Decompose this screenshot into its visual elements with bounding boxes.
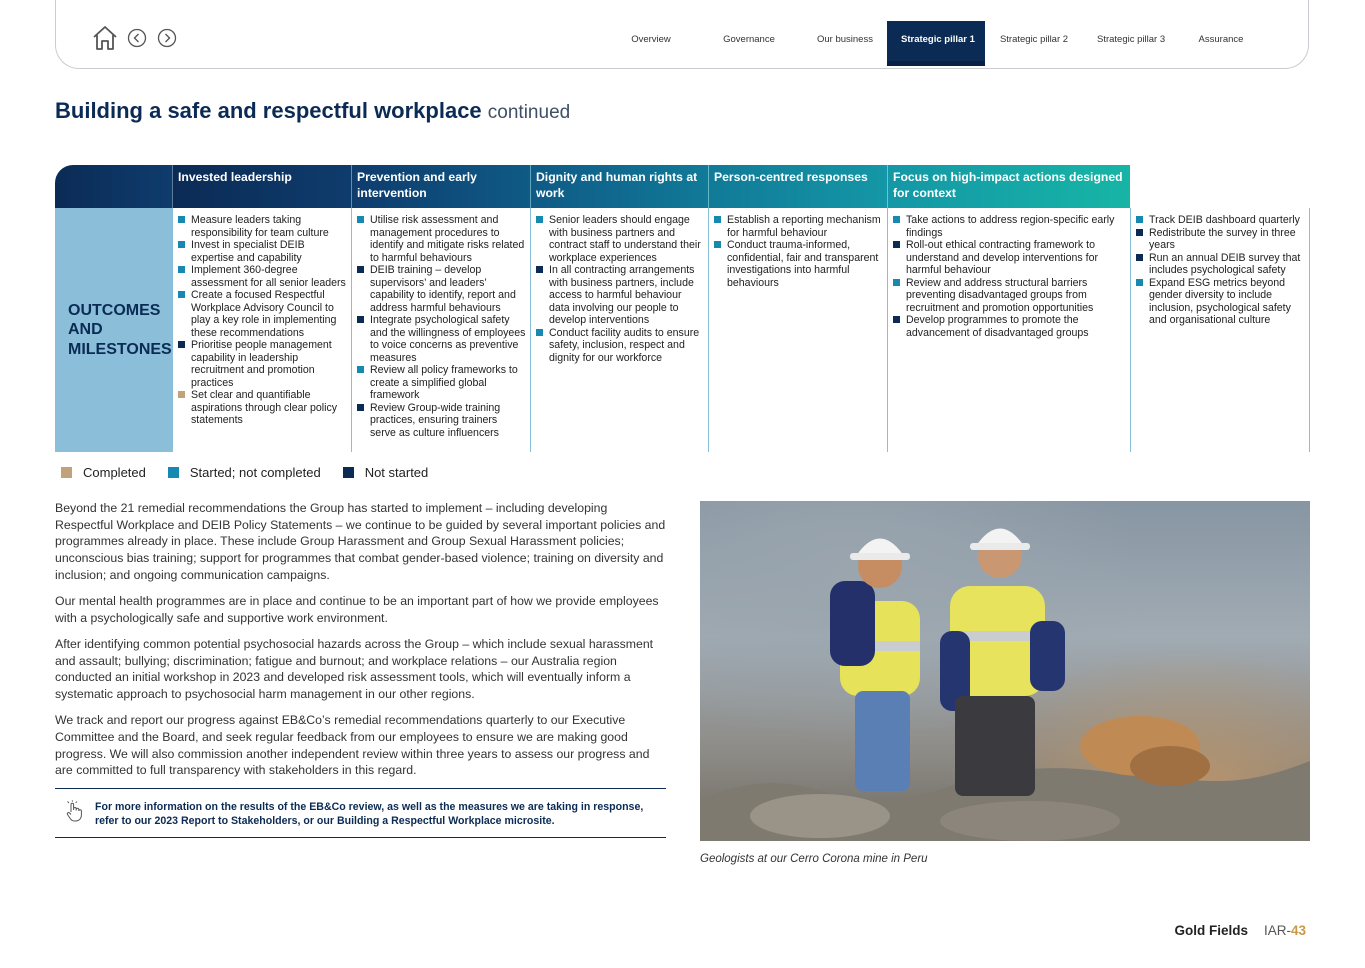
nav-tab-strategic-pillar-3[interactable]: Strategic pillar 3 [1097,34,1166,45]
milestone-text: Conduct trauma-informed, confidential, fair and transparent investigations into harmful behaviours [727,239,879,289]
status-square-icon [178,241,185,248]
milestone-item [178,214,347,239]
table-corner [55,165,172,208]
legend-completed [61,465,146,480]
home-icon[interactable] [91,24,119,52]
nav-icon-group [91,24,187,52]
milestone-item [1136,214,1305,227]
milestone-item [536,264,704,327]
milestone-text: Track DEIB dashboard quarterly [1149,214,1300,226]
status-square-icon [1136,229,1143,236]
milestone-list [357,214,526,439]
milestone-cell [887,208,1130,452]
milestone-text: Implement 360-degree assessment for all senior leaders [191,264,346,289]
legend-completed-label: Completed [83,465,146,480]
milestone-item [714,214,883,239]
status-square-icon [178,266,185,273]
nav-tab-strategic-pillar-1[interactable]: Strategic pillar 1 [887,21,985,66]
milestone-list [536,214,704,364]
milestone-item [1136,252,1305,277]
nav-tab-our-business[interactable]: Our business [817,34,873,45]
status-square-icon [1136,216,1143,223]
status-square-icon [357,366,364,373]
page-title-main: Building a safe and respectful workplace [55,98,482,123]
nav-tab-governance[interactable]: Governance [723,34,775,45]
milestone-text: Measure leaders taking responsibility for team culture [191,214,329,239]
legend-not-started-label: Not started [364,465,429,480]
milestone-item [357,214,526,264]
legend-not-started [343,465,429,480]
milestone-item [714,239,883,289]
milestone-list [1136,214,1305,327]
milestone-item [536,327,704,365]
paragraph: After identifying common potential psychosocial hazards across the Group – which include sexual harassment and assault; bullying; discrimination; fatigue and burnout; and workplace relations – our Australia region conducted an initial workshop in 2023 and developed risk assessment tools, which will eventually inform a systematic approach to psychosocial harm management in our other regions. [55,636,654,702]
column-header: Dignity and human rights at work [530,165,708,208]
milestone-cell [1130,208,1310,452]
geologists-photo [700,501,1310,841]
milestone-text: In all contracting arrangements with business partners, include access to harmful behaviour data involving our people to develop interventions [549,264,695,326]
status-legend [61,465,450,480]
paragraph: We track and report our progress against EB&Co’s remedial recommendations quarterly to our Executive Committee and the Board, and seek regular feedback from our employees to ensure we are making good progress. We will also commission another independent review within three years to assess our progress and are committed to full transparency with stakeholders in this regard. [55,713,650,778]
more-info-line-2: refer to our 2023 Report to Stakeholders, or our Building a Respectful Workplace microsite. [95,814,555,827]
milestone-text: Review all policy frameworks to create a simplified global framework [370,364,518,401]
milestone-item [178,339,347,389]
status-square-icon [536,266,543,273]
footer-brand: Gold Fields [1174,923,1248,938]
status-square-icon [536,329,543,336]
column-header: Focus on high-impact actions designed for context [887,165,1130,208]
status-square-icon [893,241,900,248]
milestone-item [893,239,1126,277]
milestone-text: Establish a reporting mechanism for harmful behaviour [727,214,881,239]
milestone-item [1136,227,1305,252]
status-square-icon [893,279,900,286]
status-square-icon [714,216,721,223]
page-footer [1174,923,1306,938]
nav-tab-overview[interactable]: Overview [631,34,671,45]
column-header: Person-centred responses [708,165,887,208]
column-header: Rigorous tracking and course correction [1130,165,1310,208]
paragraph: Our mental health programmes are in place and continue to be an important part of how we provide employees with a psychologically safe and supportive work environment. [55,594,659,625]
page-number: 43 [1290,923,1306,938]
milestone-item [178,239,347,264]
page-title [55,98,570,124]
more-info-box [55,788,666,838]
milestone-list [178,214,347,427]
status-square-icon [714,241,721,248]
status-square-icon [178,291,185,298]
milestone-text: Review Group-wide training practices, ensuring trainers serve as culture influencers [370,401,501,439]
photo-caption: Geologists at our Cerro Corona mine in Peru [700,853,928,865]
milestone-text: DEIB training – develop supervisors’ and leaders’ capability to identify, report and address harmful behaviours [370,264,516,314]
more-info-line-1: For more information on the results of the EB&Co review, as well as the measures we are taking in response, [95,801,644,813]
milestone-item [178,289,347,339]
back-arrow-icon[interactable] [127,28,147,48]
status-square-icon [178,216,185,223]
milestone-item [357,264,526,314]
outcomes-table [55,165,1310,452]
milestone-cell [530,208,708,452]
milestone-cell [172,208,351,452]
status-square-icon [178,341,185,348]
legend-started-label: Started; not completed [189,465,321,480]
status-square-icon [1136,254,1143,261]
milestone-text: Prioritise people management capability in leadership recruitment and promotion practices [191,339,332,389]
milestone-item [893,277,1126,315]
row-label-outcomes: OUTCOMES AND MILESTONES [55,208,172,452]
forward-arrow-icon[interactable] [157,28,177,48]
milestone-text: Set clear and quantifiable aspirations through clear policy statements [191,389,338,426]
legend-completed-swatch [61,467,72,478]
milestone-text: Integrate psychological safety and the willingness of employees to voice concerns as preventive measures [370,314,526,364]
status-square-icon [178,391,185,398]
milestone-item [893,214,1126,239]
column-header: Prevention and early intervention [351,165,530,208]
milestone-item [178,264,347,289]
nav-tab-assurance[interactable]: Assurance [1198,34,1244,45]
photo-scene [700,501,1310,841]
milestone-text: Conduct facility audits to ensure safety, inclusion, respect and dignity for our workforce [549,326,700,364]
page-title-suffix: continued [487,102,571,123]
milestone-text: Develop programmes to promote the advancement of disadvantaged groups [906,314,1089,339]
footer-doc: IAR- [1263,923,1291,938]
milestone-cell [708,208,887,452]
milestone-text: Utilise risk assessment and management procedures to identify and mitigate risks related to harmful behaviours [370,214,525,264]
milestone-text: Review and address structural barriers preventing disadvantaged groups from recruitment and promotion opportunities [906,276,1094,314]
milestone-item [357,364,526,402]
milestone-text: Redistribute the survey in three years [1149,226,1296,251]
legend-started [168,465,321,480]
paragraph: Beyond the 21 remedial recommendations the Group has started to implement – including developing Respectful Workplace and DEIB Policy Statements – we continue to be guided by several important policies and programmes already in place. These include Group Harassment and Group Sexual Harassment policies; unconscious bias training; support for programmes that combat gender-based violence; training on diversity and inclusion; and ongoing communication campaigns. [55,501,666,582]
milestone-item [893,314,1126,339]
pointing-hand-icon [65,800,83,822]
milestone-cell [351,208,530,452]
milestone-item [357,314,526,364]
milestone-text: Roll-out ethical contracting framework to understand and develop interventions for harmful behaviour [906,239,1098,276]
status-square-icon [893,316,900,323]
nav-tab-strategic-pillar-2[interactable]: Strategic pillar 2 [999,34,1069,45]
status-square-icon [893,216,900,223]
milestone-item [1136,277,1305,327]
nav-tabs [607,21,1263,66]
milestone-text: Create a focused Respectful Workplace Advisory Council to play a key role in implementing these recommendations [191,289,337,339]
status-square-icon [357,316,364,323]
more-info-text [95,801,643,829]
milestone-list [893,214,1126,339]
status-square-icon [536,216,543,223]
milestone-list [714,214,883,289]
milestone-text: Expand ESG metrics beyond gender diversity to include inclusion, psychological safety and organisational culture [1149,276,1291,326]
milestone-item [178,389,347,427]
milestone-text: Take actions to address region-specific early findings [906,214,1115,239]
status-square-icon [357,266,364,273]
body-text [55,500,667,789]
status-square-icon [357,216,364,223]
milestone-text: Invest in specialist DEIB expertise and capability [191,239,305,264]
milestone-item [536,214,704,264]
column-header: Invested leadership [172,165,351,208]
milestone-text: Run an annual DEIB survey that includes psychological safety [1149,251,1301,276]
legend-not-started-swatch [343,467,354,478]
milestone-text: Senior leaders should engage with business partners and contract staff to understand their workplace experiences [549,214,701,264]
status-square-icon [1136,279,1143,286]
top-navigation [55,0,1309,69]
milestone-item [357,402,526,440]
legend-started-swatch [168,467,179,478]
status-square-icon [357,404,364,411]
